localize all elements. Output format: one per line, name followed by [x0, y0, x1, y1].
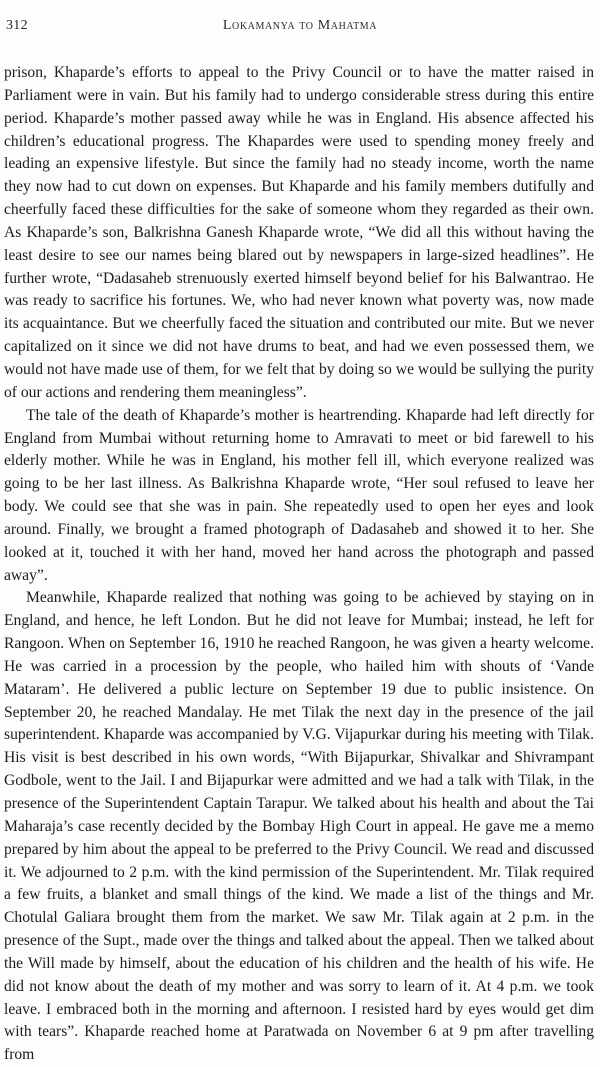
page-number: 312 — [6, 18, 28, 33]
paragraph: The tale of the death of Khaparde’s mother is heartrending. Khaparde had left directly for England from Mumbai without returning home to Amravati to meet or bid farewell to his elderly mother. While he was in England, his mother fell ill, which everyone realized was going to be her last illness. As Balkrishna Khaparde wrote, “Her soul refused to leave her body. We could see that she was in pain. She repeatedly used to open her eyes and look around. Finally, we brought a framed photograph of Dadasaheb and showed it to her. She looked at it, touched it with her hand, moved her hand across the photograph and passed away”. — [4, 406, 594, 584]
running-title: Lokamanya to Mahatma — [222, 18, 378, 33]
page-header — [6, 18, 594, 40]
paragraph: Meanwhile, Khaparde realized that nothing was going to be achieved by staying on in England, and hence, he left London. But he did not leave for Mumbai; instead, he left for Rangoon. When on September 16, 1910 he reached Rangoon, he was given a hearty welcome. He was carried in a procession by the people, who hailed him with shouts of ‘Vande Mataram’. He delivered a public lecture on September 19 due to public insistence. On September 20, he reached Mandalay. He met Tilak the next day in the presence of the jail superintendent. Khaparde was accompanied by V.G. Vijapurkar during his meeting with Tilak. His visit is best described in his own words, “With Bijapurkar, Shivalkar and Shivrampant Godbole, went to the Jail. I and Bijapurkar were admitted and we had a talk with Tilak, in the presence of the Superintendent Captain Tarapur. We talked about his health and about the Tai Maharaja’s case recently decided by the Bombay High Court in appeal. He gave me a memo prepared by him about the appeal to be preferred to the Privy Council. We read and discussed it. We adjourned to 2 p.m. with the kind permission of the Superintendent. Mr. Tilak required a few fruits, a blanket and small things of the kind. We made a list of the things and Mr. Chotulal Galiara brought them from the market. We saw Mr. Tilak again at 2 p.m. in the presence of the Supt., made over the things and talked about the appeal. Then we talked about the Will made by himself, about the education of his children and the health of his wife. He did not know about the death of my mother and was sorry to learn of it. At 4 p.m. we took leave. I embraced both in the morning and afternoon. I resisted hard by eyes would get dim with tears”. Khaparde reached home at Paratwada on November 6 at 9 pm after travelling from — [4, 589, 594, 1064]
body-text — [4, 62, 594, 1067]
paragraph: prison, Khaparde’s efforts to appeal to the Privy Council or to have the matter raised in Parliament were in vain. But his family had to undergo considerable stress during this entire period. Khaparde’s mother passed away while he was in England. His absence affected his children’s educational progress. The Khapardes were used to spending money freely and leading an expensive lifestyle. But since the family had no steady income, worth the name they now had to cut down on expenses. But Khaparde and his family members dutifully and cheerfully faced these difficulties for the sake of someone whom they regarded as their own. As Khaparde’s son, Balkrishna Ganesh Khaparde wrote, “We did all this without having the least desire to see our names being blared out by newspapers in large-sized headlines”. He further wrote, “Dadasaheb strenuously exerted himself beyond belief for his Balwantrao. He was ready to sacrifice his fortunes. We, who had never known what poverty was, now made its acquaintance. But we cheerfully faced the situation and contributed our mite. But we never capitalized on it since we did not have drums to beat, and had we even possessed them, we would not have made use of them, for we felt that by doing so we would be sullying the purity of our actions and rendering them meaningless”. — [4, 64, 594, 401]
